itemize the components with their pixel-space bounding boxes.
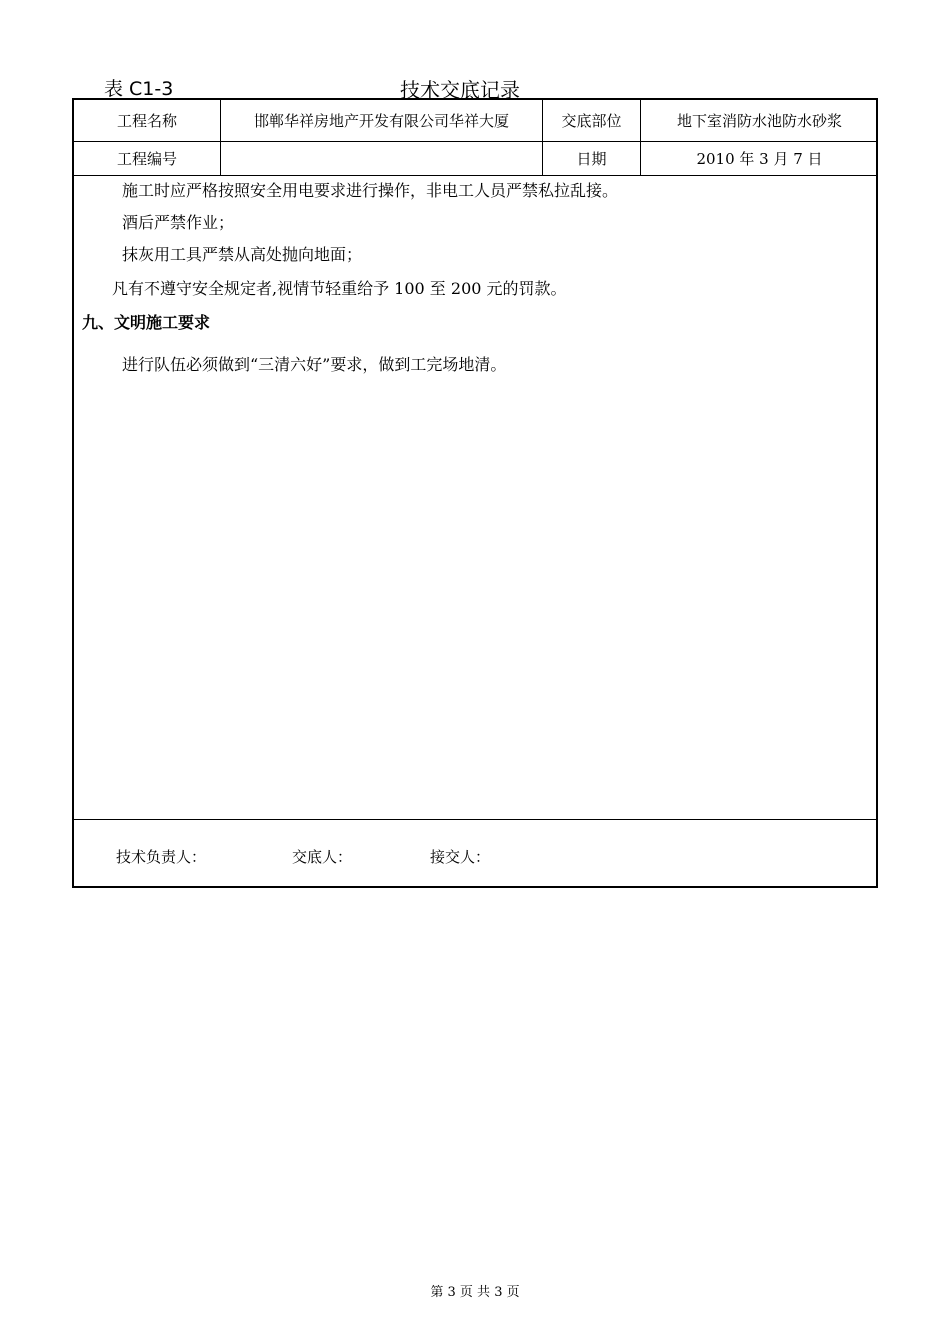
project-name-value: 邯郸华祥房地产开发有限公司华祥大厦: [253, 112, 509, 130]
disclosure-location-label: 交底部位: [561, 112, 622, 130]
page-indicator: 第 3 页 共 3 页: [430, 1285, 520, 1300]
form-code: 表 C1-3: [104, 78, 174, 100]
project-name-label: 工程名称: [116, 112, 177, 130]
date-value: 2010 年 3 月 7 日: [696, 150, 823, 168]
section-text: 进行队伍必须做到“三清六好”要求，做到工完场地清。: [122, 355, 507, 374]
project-number-value: [221, 142, 542, 175]
content-line: 酒后严禁作业；: [122, 213, 235, 232]
section-heading: 九、文明施工要求: [82, 313, 211, 332]
content-line: 凡有不遵守安全规定者,视情节轻重给予 100 至 200 元的罚款。: [112, 279, 567, 298]
disclosure-location-value: 地下室消防水池防水砂浆: [676, 112, 842, 130]
row-divider: [74, 819, 876, 820]
content-line: 抹灰用工具严禁从高处抛向地面；: [122, 245, 363, 264]
date-label: 日期: [576, 150, 607, 168]
content-line: 施工时应严格按照安全用电要求进行操作，非电工人员严禁私拉乱接。: [122, 181, 619, 200]
tech-lead-signature-label: 技术负责人：: [116, 848, 207, 866]
row-divider: [74, 175, 876, 176]
receiver-signature-label: 接交人：: [430, 848, 491, 866]
project-number-label: 工程编号: [116, 150, 177, 168]
document-title: 技术交底记录: [400, 78, 520, 102]
disclosure-record-table: [72, 98, 878, 888]
discloser-signature-label: 交底人：: [292, 848, 353, 866]
